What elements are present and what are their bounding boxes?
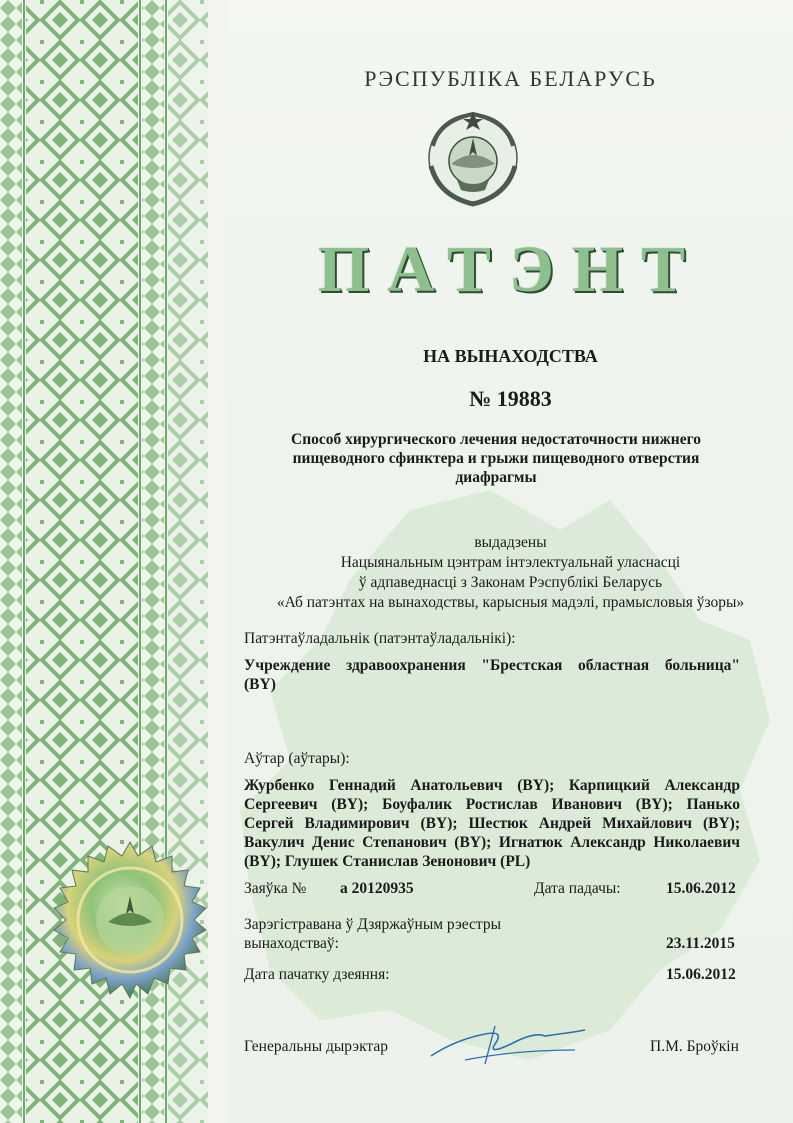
- author-line: Сергей Владимирович (BY); Шестюк Андрей Михайлович (BY);: [244, 815, 740, 832]
- patent-title: ПАТЭНТ: [317, 233, 704, 306]
- state-emblem-icon: [419, 106, 527, 212]
- holder-label: Патэнтаўладальнік (патэнтаўладальнікі):: [244, 630, 516, 647]
- authors-label: Аўтар (аўтары):: [244, 750, 350, 767]
- start-date-value: 15.06.2012: [666, 966, 736, 983]
- invention-title: [256, 430, 736, 487]
- republic-heading: РЭСПУБЛІКА БЕЛАРУСЬ: [364, 66, 657, 91]
- holder-value: [244, 656, 740, 694]
- authors-value: [244, 776, 740, 871]
- holder-line: Учреждение здравоохранения "Брестская областная больница": [244, 657, 740, 674]
- holder-line: (BY): [244, 676, 276, 693]
- author-line: Сергеевич (BY); Боуфалик Ростислав Иванович (BY); Панько: [244, 796, 740, 813]
- issued-line: Нацыянальным цэнтрам інтэлектуальнай уласнасці: [340, 554, 681, 571]
- signature-icon: [425, 1020, 595, 1070]
- hologram-seal-icon: [40, 838, 220, 1018]
- invention-title-line: диафрагмы: [455, 469, 537, 486]
- issued-line: «Аб патэнтах на вынаходствы, карысныя мадэлі, прамысловыя ўзоры»: [276, 594, 745, 611]
- issued-by-block: [228, 533, 793, 613]
- author-line: Журбенко Геннадий Анатольевич (BY); Карпицкий Александр: [244, 777, 740, 794]
- application-label: Заяўка №: [244, 880, 307, 897]
- issued-line: выдадзены: [474, 534, 547, 551]
- signatory-name: П.М. Броўкін: [650, 1038, 739, 1055]
- registered-label-line1: Зарэгістравана ў Дзяржаўным рэестры: [244, 916, 501, 933]
- application-number: a 20120935: [340, 880, 414, 897]
- author-line: (BY); Глушек Станислав Зенонович (PL): [244, 853, 531, 870]
- invention-title-line: пищеводного сфинктера и грыжи пищеводного отверстия: [292, 450, 700, 467]
- registered-label-line2: вынаходстваў:: [244, 935, 339, 952]
- author-line: Вакулич Денис Степанович (BY); Игнатюк Александр Николаевич: [244, 834, 740, 851]
- registered-date-value: 23.11.2015: [666, 935, 735, 952]
- issued-line: ў адпаведнасці з Законам Рэспублікі Беларусь: [358, 574, 663, 591]
- patent-subtitle: НА ВЫНАХОДСТВА: [423, 346, 598, 366]
- start-date-label: Дата пачатку дзеяння:: [244, 966, 390, 983]
- signatory-title: Генеральны дырэктар: [244, 1038, 388, 1055]
- filing-date-label: Дата падачы:: [534, 880, 621, 897]
- filing-date-value: 15.06.2012: [666, 880, 736, 897]
- patent-number: № 19883: [469, 386, 552, 411]
- invention-title-line: Способ хирургического лечения недостаточности нижнего: [291, 431, 701, 448]
